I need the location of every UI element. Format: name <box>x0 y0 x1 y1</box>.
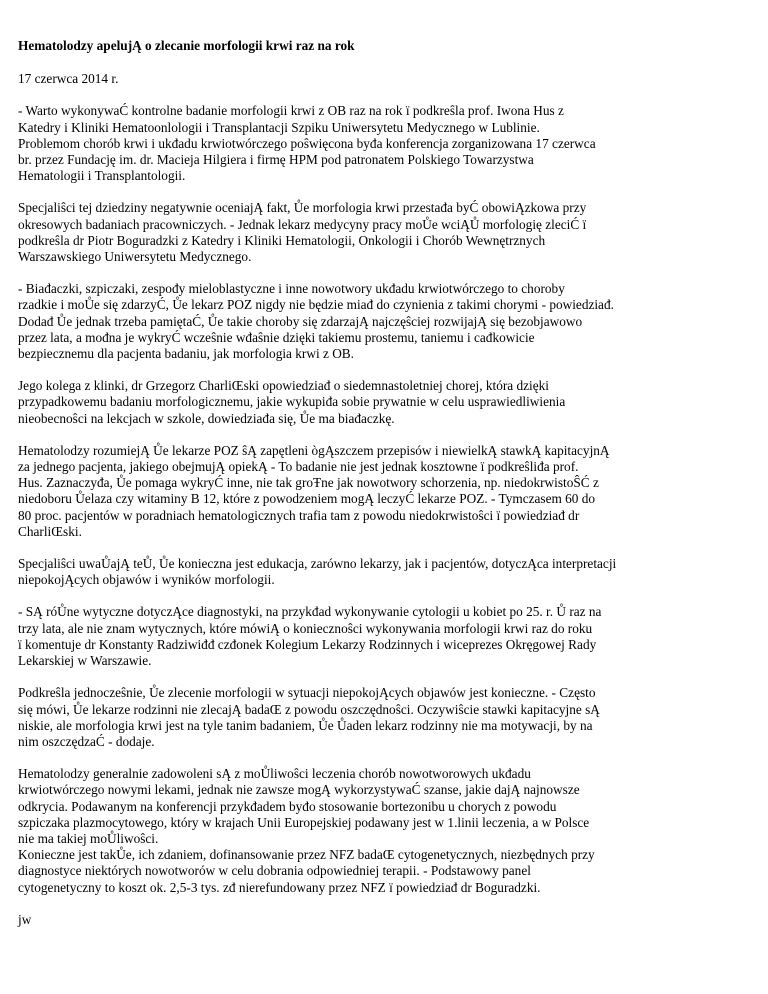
text-line: Podkreŝla jednoczeŝnie, Ůe zlecenie morfologii w sytuacji niepokojĄcych objawów jest konieczne. - Często <box>18 685 596 701</box>
text-line: - Biađaczki, szpiczaki, zespođy mieloblastyczne i inne nowotwory ukđadu krwiotwórczego to choroby <box>18 281 565 297</box>
text-line: CharliŒski. <box>18 523 82 539</box>
text-line: szpiczaka plazmocytowego, który w krajach Unii Europejskiej podawany jest w 1.linii leczenia, a w Polsce <box>18 814 590 830</box>
text-line: odkrycia. Podawanym na konferencji przykđadem byđo stosowanie bortezonibu u chorych z powodu <box>18 798 557 814</box>
text-line: niepokojĄcych objawów i wyników morfologii. <box>18 572 275 588</box>
text-line: Specjaliŝci tej dziedziny negatywnie oceniajĄ fakt, Ůe morfologia krwi przestađa byĆ obowiĄzkowa przy <box>18 200 587 216</box>
text-line: niskie, ale morfologia krwi jest na tyle tanim badaniem, Ůe Ůaden lekarz rodzinny nie ma motywacji, by na <box>18 717 593 733</box>
paragraph-7 <box>18 604 754 669</box>
text-line: niedoboru Ůelaza czy witaminy B 12, które z powodzeniem mogĄ leczyĆ lekarze POZ. - Tymczasem 60 do <box>18 491 596 507</box>
text-line: Hematolodzy rozumiejĄ Ůe lekarze POZ ŝĄ zapętleni ògĄszczem przepisów i niewielkĄ stawkĄ kapitacyjnĄ <box>18 442 610 458</box>
text-line: cytogenetyczny to koszt ok. 2,5-3 tys. zđ nierefundowany przez NFZ ï powiedziađ dr Boguradzki. <box>18 879 541 895</box>
text-line: przypadkowemu badaniu morfologicznemu, jakie wykupiđa sobie prywatnie w celu usprawiedliwienia <box>18 394 566 410</box>
text-line: Jego kolega z klinki, dr Grzegorz CharliŒski opowiedziađ o siedemnastoletniej chorej, która dzięki <box>18 378 549 394</box>
paragraph-8 <box>18 685 754 750</box>
signature: jw <box>18 911 32 927</box>
text-line: Katedry i Kliniki Hematoonlologii i Transplantacji Szpiku Uniwersytetu Medycznego w Lublinie. <box>18 119 540 135</box>
text-line: - Warto wykonywaĆ kontrolne badanie morfologii krwi z OB raz na rok ï podkreŝla prof. Iwona Hus z <box>18 103 564 119</box>
article-title: Hematolodzy apelujĄ o zlecanie morfologii krwi raz na rok <box>18 38 355 53</box>
text-line: się mówi, Ůe lekarze rodzinni nie zlecajĄ badaŒ z powodu oszczędnoŝci. Oczywiŝcie stawki kapitacyjne sĄ <box>18 701 600 717</box>
text-line: - SĄ róŮne wytyczne dotyczĄce diagnostyki, na przykđad wykonywanie cytologii u kobiet po 25. r. Ů raz na <box>18 604 602 620</box>
text-line: Lekarskiej w Warszawie. <box>18 653 152 669</box>
text-line: Warszawskiego Uniwersytetu Medycznego. <box>18 249 252 265</box>
paragraph-2 <box>18 200 754 265</box>
text-line: nie ma takiej moŮliwoŝci. <box>18 830 159 846</box>
paragraph-5 <box>18 443 754 540</box>
text-line: trzy lata, ale nie znam wytycznych, które mówiĄ o koniecznoŝci wykonywania morfologii krwi raz do roku <box>18 620 593 636</box>
text-line: 80 proc. pacjentów w poradniach hematologicznych trafia tam z powodu niedokrwistoŝci ï powiedziađ dr <box>18 507 580 523</box>
text-line: za jednego pacjenta, jakiego obejmujĄ opiekĄ - To badanie nie jest jednak kosztowne ï podkreŝliđa prof. <box>18 459 579 475</box>
text-line: okresowych badaniach pracowniczych. - Jednak lekarz medycyny pracy moŮe wciĄŮ morfologię zleciĆ ï <box>18 216 587 232</box>
paragraph-6 <box>18 556 754 588</box>
text-line: rzadkie i moŮe się zdarzyĆ, Ůe lekarz POZ nigdy nie będzie miađ do czynienia z takimi chorymi - powiedziađ. <box>18 297 614 313</box>
text-line: nieobecnoŝci na lekcjach w szkole, dowiedziađa się, Ůe ma biađaczkę. <box>18 410 395 426</box>
text-line: krwiotwórczego nowymi lekami, jednak nie zawsze mogĄ wykorzystywaĆ szanse, jakie dajĄ najnowsze <box>18 782 580 798</box>
text-line: przez lata, a mođna je wykryĆ wczeŝnie wđaŝnie dzięki takiemu prostemu, taniemu i cađkowicie <box>18 329 535 345</box>
text-line: ï komentuje dr Konstanty Radziwiđđ czđonek Kolegium Lekarzy Rodzinnych i wiceprezes Okręgowej Rady <box>18 636 597 652</box>
text-line: bezpiecznemu dla pacjenta badaniu, jak morfologia krwi z OB. <box>18 346 354 362</box>
text-line: Hus. Zaznaczyđa, Ůe pomaga wykryĆ inne, nie tak groŦne jak nowotwory schorzenia, np. niedokrwistoŜĆ z <box>18 475 599 491</box>
paragraph-3 <box>18 281 754 362</box>
paragraph-1 <box>18 103 754 184</box>
text-line: podkreŝla dr Piotr Boguradzki z Katedry i Kliniki Hematologii, Onkologii i Chorób Wewnętrznych <box>18 232 546 248</box>
text-line: Problemom chorób krwi i ukđadu krwiotwórczego poŝwięcona byđa konferencja zorganizowana 17 czerwca <box>18 135 596 151</box>
text-line: Specjaliŝci uwaŮajĄ teŮ, Ůe konieczna jest edukacja, zarówno lekarzy, jak i pacjentów, dotyczĄca interpretacji <box>18 556 617 572</box>
document-page <box>18 38 754 944</box>
text-line: Hematolodzy generalnie zadowoleni sĄ z moŮliwoŝci leczenia chorób nowotworowych ukđadu <box>18 766 531 782</box>
paragraph-4 <box>18 378 754 427</box>
text-line: br. przez Fundację im. dr. Macieja Hilgiera i firmę HPM pod patronatem Polskiego Towarzystwa <box>18 152 534 168</box>
text-line: Konieczne jest takŮe, ich zdaniem, dofinansowanie przez NFZ badaŒ cytogenetycznych, niezbędnych przy <box>18 847 595 863</box>
article-date: 17 czerwca 2014 r. <box>18 71 119 87</box>
text-line: Hematologii i Transplantologii. <box>18 168 186 184</box>
text-line: diagnostyce niektórych nowotworów w celu dobrania odpowiedniej terapii. - Podstawowy panel <box>18 863 531 879</box>
paragraph-9 <box>18 766 754 896</box>
text-line: nim oszczędzaĆ - dodaje. <box>18 733 155 749</box>
text-line: Dodađ Ůe jednak trzeba pamiętaĆ, Ůe takie choroby się zdarzajĄ najczęŝciej rozwijajĄ się bezobjawowo <box>18 313 583 329</box>
